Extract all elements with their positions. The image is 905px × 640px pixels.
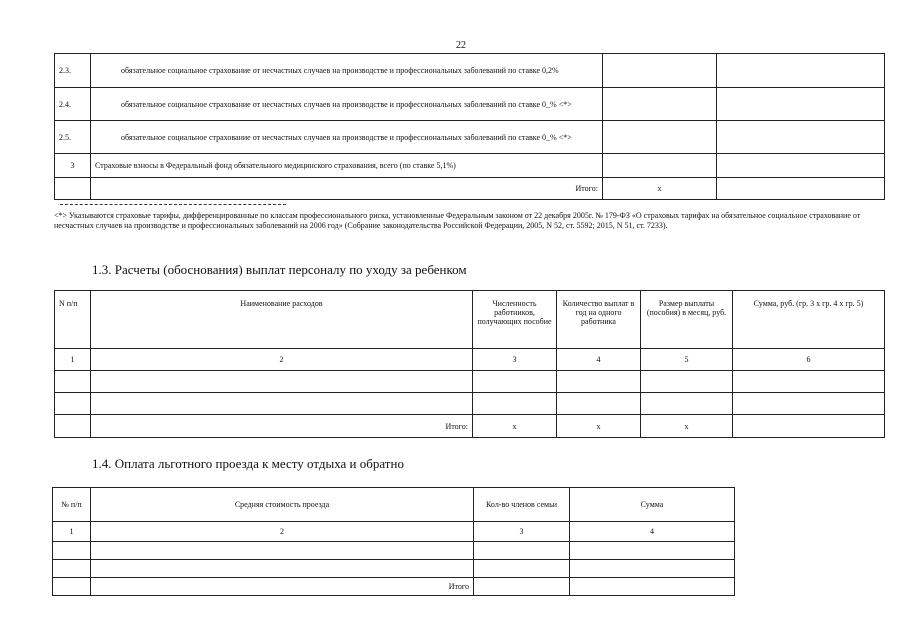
- column-numbers-row: [55, 349, 885, 371]
- total-label: Итого:: [91, 415, 473, 438]
- col-header: Размер выплаты (пособия) в месяц, руб.: [641, 291, 733, 349]
- row-text: обязательное социальное страхование от несчастных случаев на производстве и профессиональных заболеваний по ставке 0,2%: [91, 54, 603, 88]
- total-mark: х: [603, 178, 717, 200]
- total-mark: х: [473, 415, 557, 438]
- footnote-separator: [60, 204, 286, 205]
- row-text: обязательное социальное страхование от несчастных случаев на производстве и профессиональных заболеваний по ставке 0_% <*>: [91, 121, 603, 154]
- table-row: [55, 393, 885, 415]
- total-row: [55, 415, 885, 438]
- col-header: № п/п: [53, 488, 91, 522]
- column-numbers-row: [53, 522, 735, 542]
- col-number: 1: [53, 522, 91, 542]
- col-number: 3: [473, 349, 557, 371]
- total-row: [53, 578, 735, 596]
- col-header: N п/п: [55, 291, 91, 349]
- col-header: Средняя стоимость проезда: [91, 488, 474, 522]
- travel-table: [52, 487, 735, 596]
- childcare-table: [54, 290, 885, 438]
- col-header: Наименование расходов: [91, 291, 473, 349]
- total-mark: х: [641, 415, 733, 438]
- header-row: [53, 488, 735, 522]
- row-text: обязательное социальное страхование от несчастных случаев на производстве и профессиональных заболеваний по ставке 0_% <*>: [91, 88, 603, 121]
- col-header: Сумма, руб. (гр. 3 х гр. 4 х гр. 5): [733, 291, 885, 349]
- col-header: Численность работников, получающих пособие: [473, 291, 557, 349]
- table-row: [55, 121, 885, 154]
- table-row: [55, 154, 885, 178]
- row-number: 2.5.: [55, 121, 91, 154]
- total-label: Итого:: [91, 178, 603, 200]
- insurance-table: [54, 53, 885, 200]
- section-14-title: 1.4. Оплата льготного проезда к месту отдыха и обратно: [92, 456, 404, 471]
- col-number: 1: [55, 349, 91, 371]
- row-number: 2.4.: [55, 88, 91, 121]
- row-number: 2.3.: [55, 54, 91, 88]
- table-row: [53, 542, 735, 560]
- total-label: Итого: [91, 578, 474, 596]
- table-row: [55, 54, 885, 88]
- page-number: 22: [456, 40, 466, 51]
- row-number: 3: [55, 154, 91, 178]
- col-number: 6: [733, 349, 885, 371]
- total-mark: х: [557, 415, 641, 438]
- row-text: Страховые взносы в Федеральный фонд обязательного медицинского страхования, всего (по ставке 5,1%): [91, 154, 603, 178]
- col-number: 5: [641, 349, 733, 371]
- col-header: Сумма: [570, 488, 735, 522]
- table-row: [55, 371, 885, 393]
- col-number: 2: [91, 349, 473, 371]
- col-header: Количество выплат в год на одного работника: [557, 291, 641, 349]
- col-number: 4: [570, 522, 735, 542]
- col-number: 4: [557, 349, 641, 371]
- col-number: 2: [91, 522, 474, 542]
- footnote: <*> Указываются страховые тарифы, дифференцированные по классам профессионального риска, установленные Федеральным законом от 22 декабря 2005г. № 179-ФЗ «О страховых тарифах на обязательное социальное страхование от несчастных случаев на производстве и профессиональных заболеваний на 2006 год» (Собрание законодательства Российской Федерации, 2005, N 52, ст. 5592; 2015, N 51, ст. 7233).: [54, 211, 861, 230]
- table-row: [53, 560, 735, 578]
- col-number: 3: [474, 522, 570, 542]
- table-row: [55, 88, 885, 121]
- total-row: [55, 178, 885, 200]
- header-row: [55, 291, 885, 349]
- section-13-title: 1.3. Расчеты (обоснования) выплат персоналу по уходу за ребенком: [92, 262, 467, 277]
- col-header: Кол-во членов семьи: [474, 488, 570, 522]
